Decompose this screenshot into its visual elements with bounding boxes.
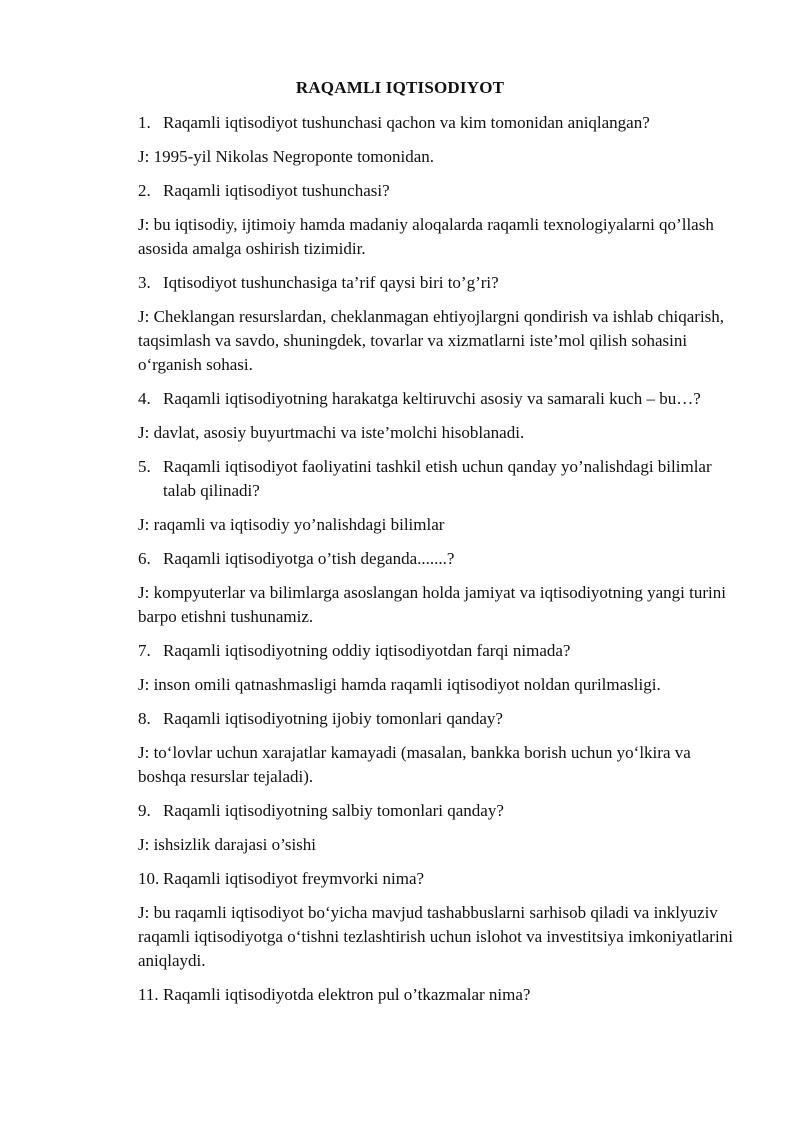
question-number: 4. (138, 389, 151, 408)
answer-text: J: davlat, asosiy buyurtmachi va iste’molchi hisoblanadi. (138, 423, 525, 442)
answer-text: J: 1995-yil Nikolas Negroponte tomonidan. (138, 147, 435, 166)
question-number: 10. (138, 869, 160, 888)
question-number: 3. (138, 273, 151, 292)
answer-text: J: bu raqamli iqtisodiyot bo‘yicha mavjud tashabbuslarni sarhisob qiladi va inklyuziv raqamli iqtisodiyotga o‘tishni tezlashtirish uchun islohot va investitsiya imkoniyatlarini aniqlaydi. (138, 903, 733, 970)
question-item (138, 983, 738, 1007)
answer-text: J: kompyuterlar va bilimlarga asoslangan holda jamiyat va iqtisodiyotning yangi turini barpo etishni tushunamiz. (138, 583, 726, 626)
answer-text: J: to‘lovlar uchun xarajatlar kamayadi (masalan, bankka borish uchun yo‘lkira va boshqa resurslar tejaladi). (138, 743, 691, 786)
question-item (138, 111, 738, 135)
document-title: RAQAMLI IQTISODIYOT (295, 78, 505, 97)
question-item (138, 387, 738, 411)
question-number: 1. (138, 113, 151, 132)
question-text: Raqamli iqtisodiyotning salbiy tomonlari qanday? (163, 801, 504, 820)
question-number: 2. (138, 181, 151, 200)
question-text: Raqamli iqtisodiyotning ijobiy tomonlari qanday? (163, 709, 503, 728)
question-number: 9. (138, 801, 151, 820)
question-text: Raqamli iqtisodiyotda elektron pul o’tkazmalar nima? (163, 985, 531, 1004)
question-item (138, 179, 738, 203)
question-number: 6. (138, 549, 151, 568)
question-text: Raqamli iqtisodiyotga o’tish deganda.......? (163, 549, 455, 568)
question-text: Raqamli iqtisodiyot tushunchasi? (163, 181, 390, 200)
question-number: 7. (138, 641, 151, 660)
question-item (138, 799, 738, 823)
question-item (138, 639, 738, 663)
answer-text: J: Cheklangan resurslardan, cheklanmagan ehtiyojlargni qondirish va ishlab chiqarish, taqsimlash va savdo, shuningdek, tovarlar va xizmatlarni iste’mol qilish sohasini o‘rganish sohasi. (138, 307, 725, 374)
answer-text: J: inson omili qatnashmasligi hamda raqamli iqtisodiyot noldan qurilmasligi. (138, 675, 661, 694)
question-item (138, 547, 738, 571)
answer-text: J: ishsizlik darajasi o’sishi (138, 835, 317, 854)
question-text: Raqamli iqtisodiyotning harakatga keltiruvchi asosiy va samarali kuch – bu…? (163, 389, 701, 408)
question-number: 5. (138, 457, 151, 476)
question-text: Raqamli iqtisodiyot faoliyatini tashkil etish uchun qanday yo’nalishdagi bilimlar talab qilinadi? (163, 457, 712, 500)
answer-text: J: raqamli va iqtisodiy yo’nalishdagi bilimlar (138, 515, 445, 534)
question-text: Raqamli iqtisodiyot tushunchasi qachon va kim tomonidan aniqlangan? (163, 113, 650, 132)
question-item (138, 271, 738, 295)
question-number: 11. (138, 985, 159, 1004)
question-number: 8. (138, 709, 151, 728)
question-text: Iqtisodiyot tushunchasiga ta’rif qaysi biri to’g’ri? (163, 273, 499, 292)
question-text: Raqamli iqtisodiyot freymvorki nima? (163, 869, 425, 888)
answer-text: J: bu iqtisodiy, ijtimoiy hamda madaniy aloqalarda raqamli texnologiyalarni qo’llash asosida amalga oshirish tizimidir. (138, 215, 714, 258)
question-item (138, 455, 738, 503)
question-item (138, 707, 738, 731)
question-item (138, 867, 738, 891)
qa-list (138, 111, 738, 1017)
question-text: Raqamli iqtisodiyotning oddiy iqtisodiyotdan farqi nimada? (163, 641, 571, 660)
